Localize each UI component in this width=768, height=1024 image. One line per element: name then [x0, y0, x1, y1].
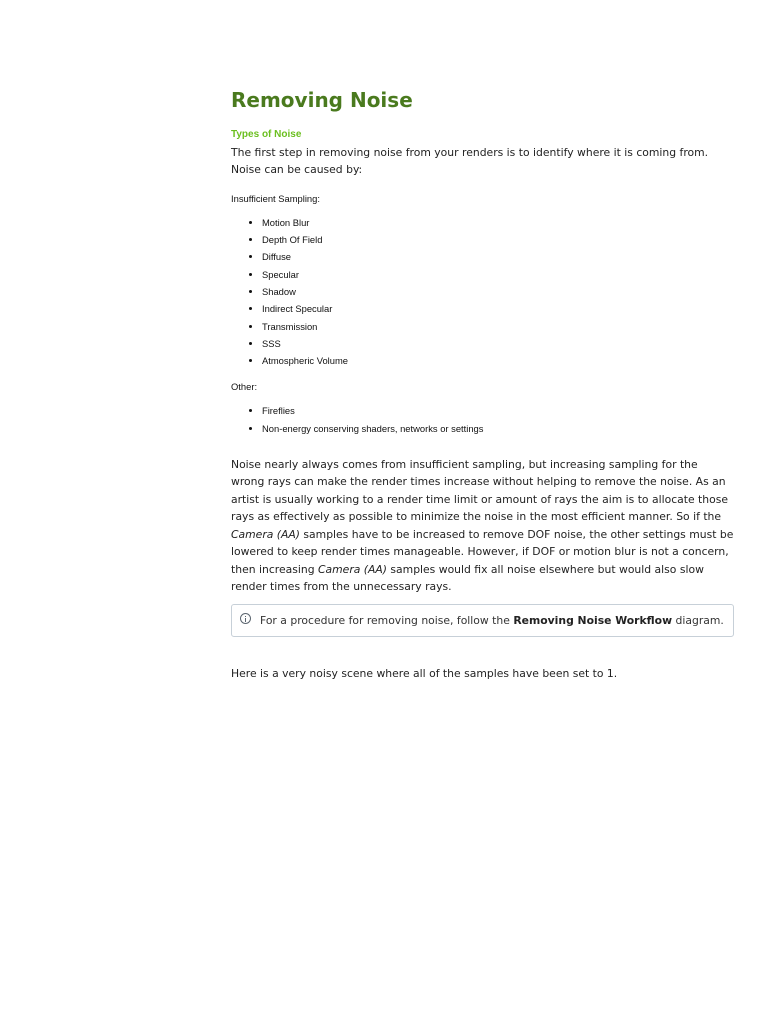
intro-paragraph: The first step in removing noise from your renders is to identify where it is coming from. Noise can be caused by: [231, 146, 709, 177]
insufficient-sampling-label: Insufficient Sampling: [231, 192, 320, 204]
note-text-after: diagram. [672, 614, 724, 628]
info-note [231, 604, 734, 637]
paragraph-text: samples would fix all noise elsewhere but would also slow render times from the unnecessary rays. [231, 562, 704, 593]
list-item: • Transmission [262, 318, 734, 335]
scene-caption: Here is a very noisy scene where all of the samples have been set to 1. [231, 667, 618, 681]
list-item: • Fireflies [262, 402, 734, 419]
note-text [260, 613, 724, 629]
article [231, 84, 734, 683]
list-item: • SSS [262, 335, 734, 352]
list-item: • Specular [262, 266, 734, 283]
paragraph-text: samples have to be increased to remove DOF noise, the other settings must be lowered to keep render times manageable. However, if DOF or motion blur is not a concern, then increasing [231, 527, 734, 576]
section-heading-types-of-noise: Types of Noise [231, 129, 302, 140]
list-item: • Shadow [262, 283, 734, 300]
list-item: • Non-energy conserving shaders, networks or settings [262, 420, 734, 437]
page-title: Removing Noise [231, 88, 413, 112]
list-item: • Depth Of Field [262, 231, 734, 248]
note-text-before: For a procedure for removing noise, follow the [260, 614, 514, 628]
camera-aa-term: Camera (AA) [318, 562, 387, 576]
other-label: Other: [231, 381, 258, 393]
removing-noise-workflow-link[interactable]: Removing Noise Workflow [513, 614, 673, 628]
list-item: • Indirect Specular [262, 300, 734, 317]
sampling-paragraph [231, 456, 734, 595]
list-item: • Atmospheric Volume [262, 352, 734, 369]
other-list [231, 402, 734, 437]
list-item: • Diffuse [262, 248, 734, 265]
list-item: • Motion Blur [262, 214, 734, 231]
info-icon [240, 613, 251, 624]
insufficient-sampling-list [231, 214, 734, 370]
camera-aa-term: Camera (AA) [231, 527, 300, 541]
paragraph-text: Noise nearly always comes from insufficient sampling, but increasing sampling for the wrong rays can make the render times increase without helping to remove the noise. As an artist is usually working to a render time limit or amount of rays the aim is to allocate those rays as effectively as possible to minimize the noise in the most efficient manner. So if the [231, 458, 729, 524]
